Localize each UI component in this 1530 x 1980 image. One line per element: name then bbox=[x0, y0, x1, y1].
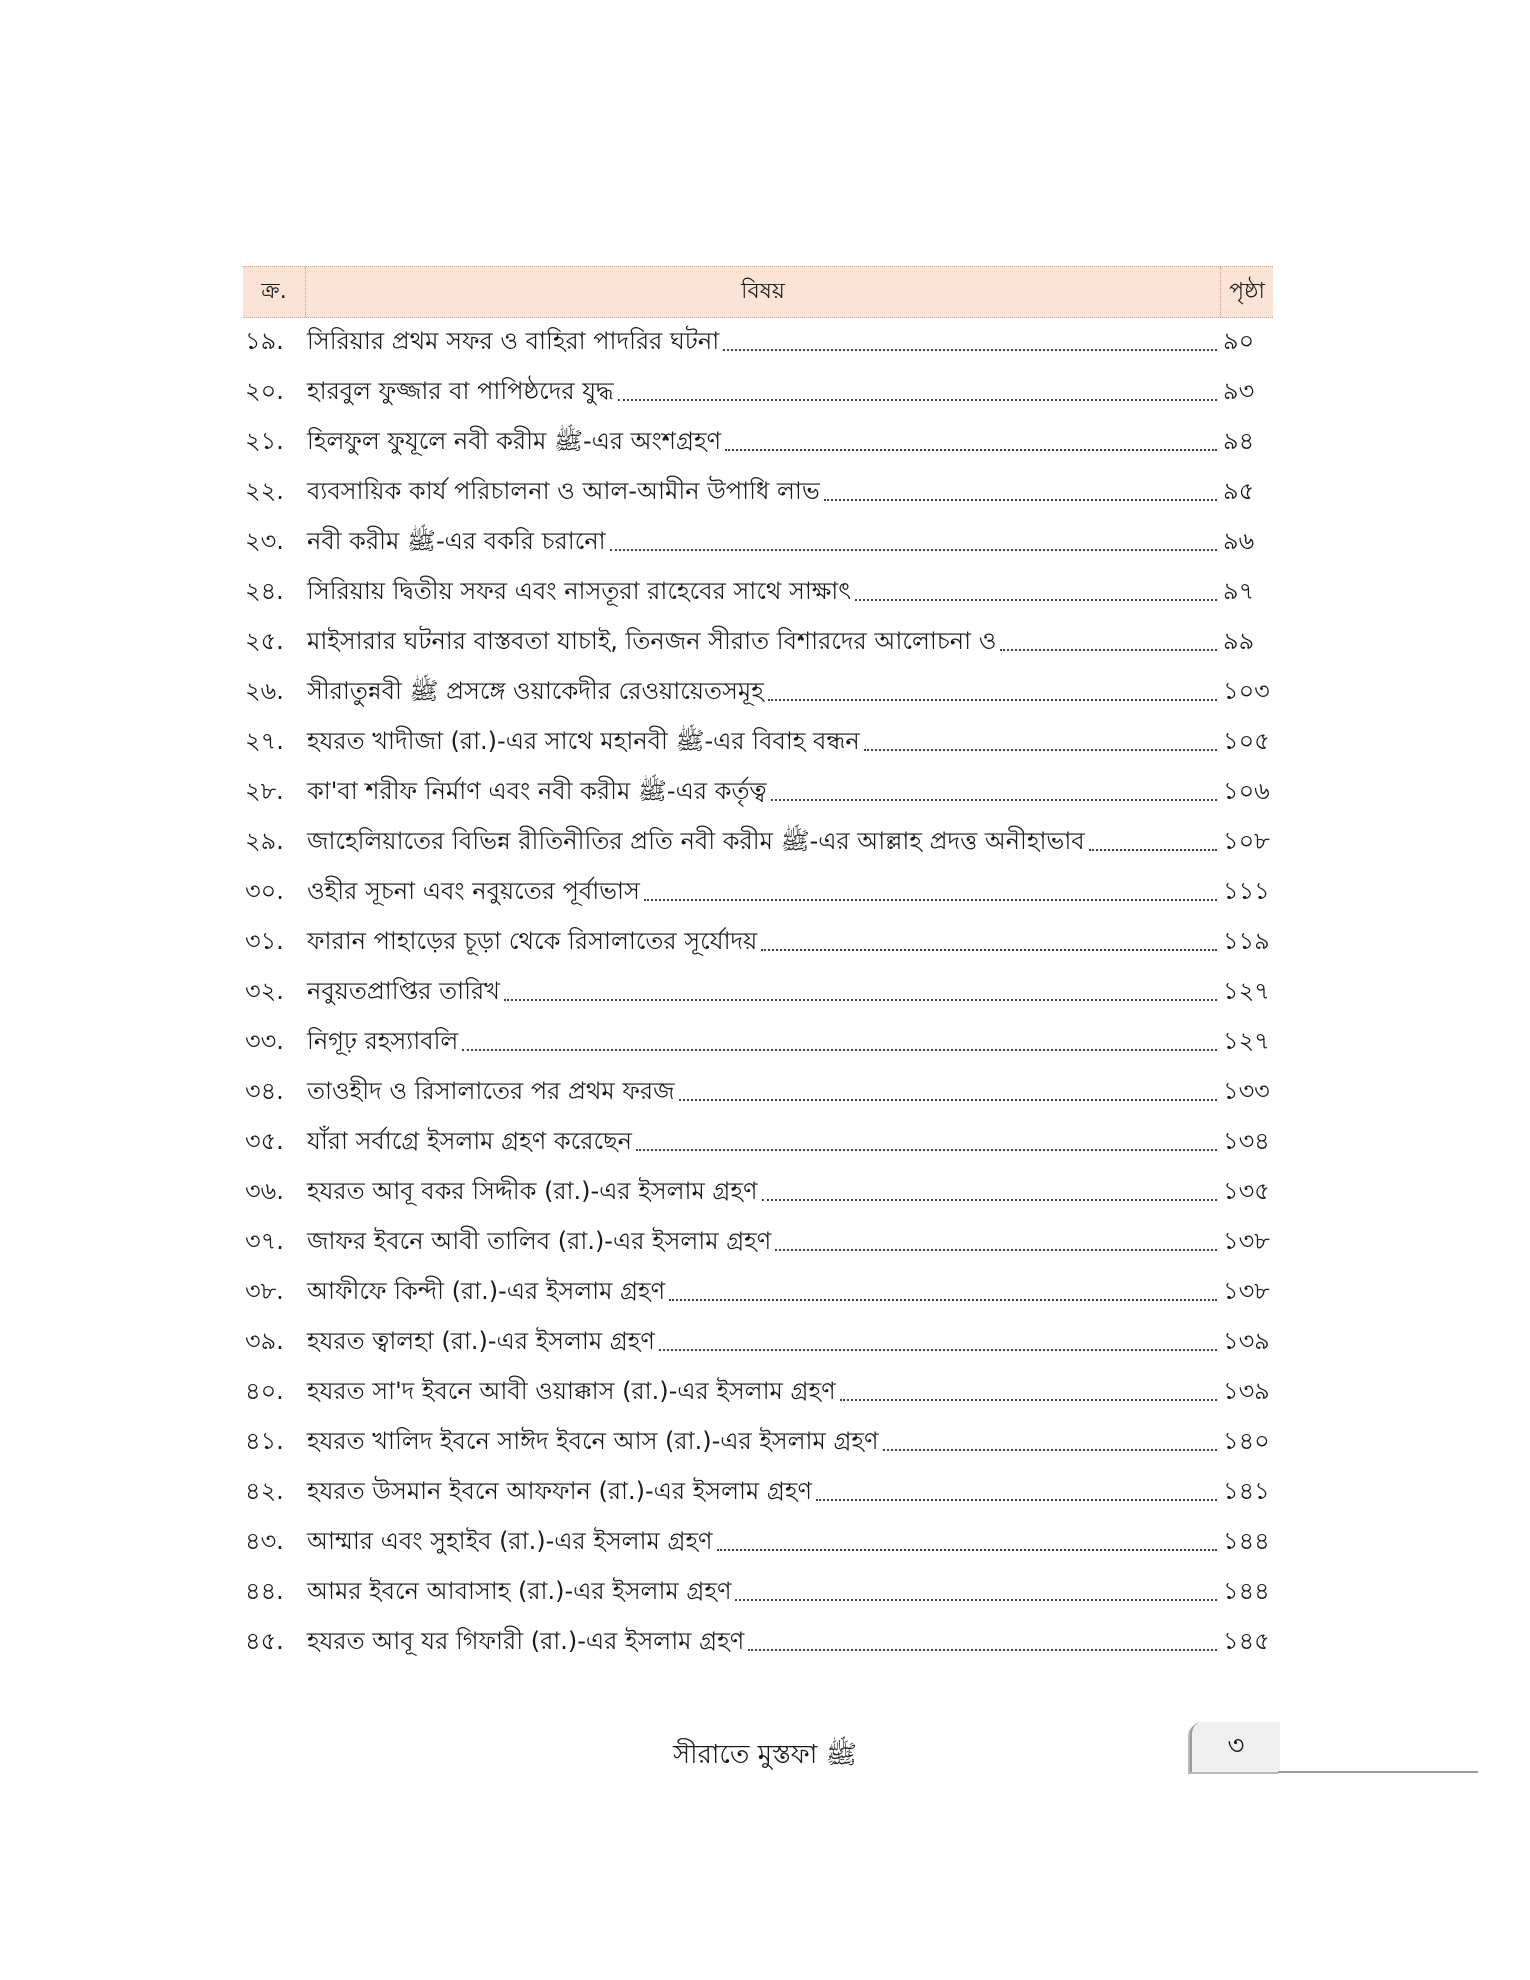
toc-rows bbox=[243, 318, 1273, 1668]
toc-row bbox=[243, 1318, 1273, 1368]
toc-row-page: ১৩৯ bbox=[1223, 1327, 1270, 1355]
toc-row-number: ৩৪. bbox=[245, 1077, 284, 1105]
toc-row bbox=[243, 568, 1273, 618]
toc-row-number: ৩৯. bbox=[245, 1327, 284, 1355]
toc-row-title: নিগূঢ় রহস্যাবলি bbox=[307, 1027, 459, 1055]
footer-rule bbox=[1278, 1771, 1478, 1773]
toc-row-number: ৩০. bbox=[245, 877, 284, 905]
dot-leader bbox=[725, 449, 1217, 451]
dot-leader bbox=[618, 399, 1217, 401]
table-of-contents bbox=[243, 266, 1273, 1668]
toc-row bbox=[243, 818, 1273, 868]
toc-row-page: ১৩৩ bbox=[1223, 1077, 1270, 1105]
toc-row-page: ১৩৫ bbox=[1223, 1177, 1270, 1205]
toc-row bbox=[243, 868, 1273, 918]
toc-row-number: ৩৮. bbox=[245, 1277, 284, 1305]
toc-row-title: ব্যবসায়িক কার্য পরিচালনা ও আল-আমীন উপাধি লাভ bbox=[307, 477, 820, 505]
dot-leader bbox=[659, 1349, 1217, 1351]
toc-row-title: আফীফে কিন্দী (রা.)-এর ইসলাম গ্রহণ bbox=[307, 1277, 666, 1305]
dot-leader bbox=[1000, 649, 1217, 651]
toc-row-title: মাইসারার ঘটনার বাস্তবতা যাচাই, তিনজন সীরাত বিশারদের আলোচনা ও bbox=[307, 627, 997, 655]
toc-row-page: ১০৩ bbox=[1223, 677, 1270, 705]
toc-row-page: ১৪৪ bbox=[1223, 1577, 1270, 1605]
dot-leader bbox=[816, 1499, 1217, 1501]
toc-row-number: ৪৪. bbox=[245, 1577, 284, 1605]
footer-book-title: সীরাতে মুস্তফা ﷺ bbox=[672, 1740, 858, 1770]
toc-row bbox=[243, 918, 1273, 968]
toc-row-number: ২৭. bbox=[245, 727, 284, 755]
toc-row-page: ১১৯ bbox=[1223, 927, 1270, 955]
toc-row bbox=[243, 1018, 1273, 1068]
toc-row-title: ওহীর সূচনা এবং নবুয়তের পূর্বাভাস bbox=[307, 877, 640, 905]
toc-row bbox=[243, 1618, 1273, 1668]
toc-row-number: ৩৩. bbox=[245, 1027, 284, 1055]
dot-leader bbox=[669, 1299, 1217, 1301]
toc-row-number: ৩৫. bbox=[245, 1127, 284, 1155]
toc-row-number: ৩৬. bbox=[245, 1177, 284, 1205]
toc-row bbox=[243, 1168, 1273, 1218]
dot-leader bbox=[723, 349, 1217, 351]
toc-row-page: ১৩৪ bbox=[1223, 1127, 1270, 1155]
toc-row-number: ৪১. bbox=[245, 1427, 284, 1455]
dot-leader bbox=[504, 999, 1217, 1001]
toc-row bbox=[243, 1368, 1273, 1418]
toc-row-number: ২৬. bbox=[245, 677, 284, 705]
toc-row-page: ৯৭ bbox=[1223, 577, 1255, 605]
toc-row-number: ৪০. bbox=[245, 1377, 284, 1405]
dot-leader bbox=[735, 1599, 1217, 1601]
dot-leader bbox=[768, 699, 1217, 701]
toc-row-number: ৪২. bbox=[245, 1477, 284, 1505]
toc-row-title: সীরাতুন্নবী ﷺ প্রসঙ্গে ওয়াকেদীর রেওয়ায়েতসমূহ bbox=[307, 677, 764, 705]
page-number-tab bbox=[1190, 1722, 1280, 1772]
toc-row-page: ১৪৫ bbox=[1223, 1627, 1270, 1655]
toc-row-page: ৯৬ bbox=[1223, 527, 1255, 555]
toc-row-page: ১৪১ bbox=[1223, 1477, 1270, 1505]
toc-row bbox=[243, 718, 1273, 768]
toc-row-title: হিলফুল ফুযূলে নবী করীম ﷺ-এর অংশগ্রহণ bbox=[307, 427, 722, 455]
toc-row-page: ১২৭ bbox=[1223, 977, 1270, 1005]
toc-row bbox=[243, 618, 1273, 668]
toc-row-title: হযরত খালিদ ইবনে সাঈদ ইবনে আস (রা.)-এর ইসলাম গ্রহণ bbox=[307, 1427, 879, 1455]
toc-row-title: আমর ইবনে আবাসাহ (রা.)-এর ইসলাম গ্রহণ bbox=[307, 1577, 732, 1605]
toc-row-page: ১৩৯ bbox=[1223, 1377, 1270, 1405]
toc-row bbox=[243, 318, 1273, 368]
toc-row-title: সিরিয়ায় দ্বিতীয় সফর এবং নাসতূরা রাহেবের সাথে সাক্ষাৎ bbox=[307, 577, 852, 605]
header-serial: ক্র. bbox=[243, 267, 306, 317]
toc-row-number: ২৪. bbox=[245, 577, 284, 605]
toc-row-page: ৯০ bbox=[1223, 327, 1255, 355]
dot-leader bbox=[462, 1049, 1217, 1051]
dot-leader bbox=[771, 799, 1217, 801]
dot-leader bbox=[679, 1099, 1217, 1101]
dot-leader bbox=[855, 599, 1217, 601]
toc-row-page: ১২৭ bbox=[1223, 1027, 1270, 1055]
page-number: ৩ bbox=[1227, 1731, 1245, 1761]
toc-row-title: নবী করীম ﷺ-এর বকরি চরানো bbox=[307, 527, 606, 555]
toc-row-number: ২৮. bbox=[245, 777, 284, 805]
toc-row-title: যাঁরা সর্বাগ্রে ইসলাম গ্রহণ করেছেন bbox=[307, 1127, 633, 1155]
toc-row bbox=[243, 1568, 1273, 1618]
header-page: পৃষ্ঠা bbox=[1220, 267, 1273, 317]
header-subject: বিষয় bbox=[741, 278, 785, 304]
toc-row-number: ২১. bbox=[245, 427, 284, 455]
toc-row-title: কা'বা শরীফ নির্মাণ এবং নবী করীম ﷺ-এর কর্তৃত্ব bbox=[307, 777, 767, 805]
toc-row-number: ২৫. bbox=[245, 627, 284, 655]
toc-row bbox=[243, 768, 1273, 818]
toc-row-number: ৩৭. bbox=[245, 1227, 284, 1255]
toc-row-number: ৩২. bbox=[245, 977, 284, 1005]
toc-row bbox=[243, 1218, 1273, 1268]
toc-row bbox=[243, 418, 1273, 468]
toc-row-number: ৪৩. bbox=[245, 1527, 284, 1555]
toc-row-number: ৩১. bbox=[245, 927, 284, 955]
toc-row bbox=[243, 1068, 1273, 1118]
dot-leader bbox=[883, 1449, 1217, 1451]
toc-row-title: হারবুল ফুজ্জার বা পাপিষ্ঠদের যুদ্ধ bbox=[307, 377, 614, 405]
toc-row-page: ১০৬ bbox=[1223, 777, 1270, 805]
dot-leader bbox=[636, 1149, 1217, 1151]
toc-row-page: ৯৫ bbox=[1223, 477, 1255, 505]
toc-row bbox=[243, 518, 1273, 568]
toc-row-page: ৯৪ bbox=[1223, 427, 1255, 455]
toc-row-page: ৯৩ bbox=[1223, 377, 1255, 405]
toc-row-title: নবুয়তপ্রাপ্তির তারিখ bbox=[307, 977, 500, 1005]
toc-header bbox=[243, 266, 1273, 318]
dot-leader bbox=[748, 1649, 1217, 1651]
toc-row-page: ১১১ bbox=[1223, 877, 1270, 905]
toc-row-number: ১৯. bbox=[245, 327, 284, 355]
toc-row bbox=[243, 368, 1273, 418]
toc-row-number: ২৯. bbox=[245, 827, 284, 855]
dot-leader bbox=[775, 1249, 1217, 1251]
toc-row bbox=[243, 968, 1273, 1018]
dot-leader bbox=[610, 549, 1217, 551]
toc-row-title: তাওহীদ ও রিসালাতের পর প্রথম ফরজ bbox=[307, 1077, 675, 1105]
dot-leader bbox=[864, 749, 1217, 751]
toc-row-number: ২২. bbox=[245, 477, 284, 505]
toc-row bbox=[243, 668, 1273, 718]
dot-leader bbox=[840, 1399, 1217, 1401]
toc-row-page: ৯৯ bbox=[1223, 627, 1255, 655]
toc-row-title: হযরত খাদীজা (রা.)-এর সাথে মহানবী ﷺ-এর বিবাহ বন্ধন bbox=[307, 727, 860, 755]
toc-row bbox=[243, 468, 1273, 518]
toc-row bbox=[243, 1518, 1273, 1568]
toc-row-title: হযরত ত্বালহা (রা.)-এর ইসলাম গ্রহণ bbox=[307, 1327, 655, 1355]
toc-row-title: হযরত আবূ বকর সিদ্দীক (রা.)-এর ইসলাম গ্রহণ bbox=[307, 1177, 758, 1205]
toc-row-number: ২৩. bbox=[245, 527, 284, 555]
toc-row-page: ১৩৮ bbox=[1223, 1227, 1270, 1255]
toc-row-title: হযরত সা'দ ইবনে আবী ওয়াক্কাস (রা.)-এর ইসলাম গ্রহণ bbox=[307, 1377, 836, 1405]
toc-row-title: হযরত উসমান ইবনে আফফান (রা.)-এর ইসলাম গ্রহণ bbox=[307, 1477, 812, 1505]
toc-row-page: ১৩৮ bbox=[1223, 1277, 1270, 1305]
toc-row bbox=[243, 1268, 1273, 1318]
toc-row-number: ৪৫. bbox=[245, 1627, 284, 1655]
toc-row-page: ১৪০ bbox=[1223, 1427, 1270, 1455]
toc-row-page: ১০৮ bbox=[1223, 827, 1270, 855]
toc-row bbox=[243, 1118, 1273, 1168]
toc-row bbox=[243, 1468, 1273, 1518]
toc-row-title: সিরিয়ার প্রথম সফর ও বাহিরা পাদরির ঘটনা bbox=[307, 327, 720, 355]
toc-row-title: জাহেলিয়াতের বিভিন্ন রীতিনীতির প্রতি নবী করীম ﷺ-এর আল্লাহ প্রদত্ত অনীহাভাব bbox=[307, 827, 1085, 855]
dot-leader bbox=[1089, 849, 1217, 851]
toc-row-title: আম্মার এবং সুহাইব (রা.)-এর ইসলাম গ্রহণ bbox=[307, 1527, 713, 1555]
toc-row-title: জাফর ইবনে আবী তালিব (রা.)-এর ইসলাম গ্রহণ bbox=[307, 1227, 772, 1255]
dot-leader bbox=[717, 1549, 1217, 1551]
toc-row-title: হযরত আবূ যর গিফারী (রা.)-এর ইসলাম গ্রহণ bbox=[307, 1627, 745, 1655]
toc-row-page: ১০৫ bbox=[1223, 727, 1270, 755]
toc-row-title: ফারান পাহাড়ের চূড়া থেকে রিসালাতের সূর্যোদয় bbox=[307, 927, 758, 955]
toc-row-number: ২০. bbox=[245, 377, 284, 405]
toc-row bbox=[243, 1418, 1273, 1468]
dot-leader bbox=[824, 499, 1217, 501]
dot-leader bbox=[644, 899, 1217, 901]
dot-leader bbox=[762, 1199, 1218, 1201]
toc-row-page: ১৪৪ bbox=[1223, 1527, 1270, 1555]
dot-leader bbox=[761, 949, 1217, 951]
